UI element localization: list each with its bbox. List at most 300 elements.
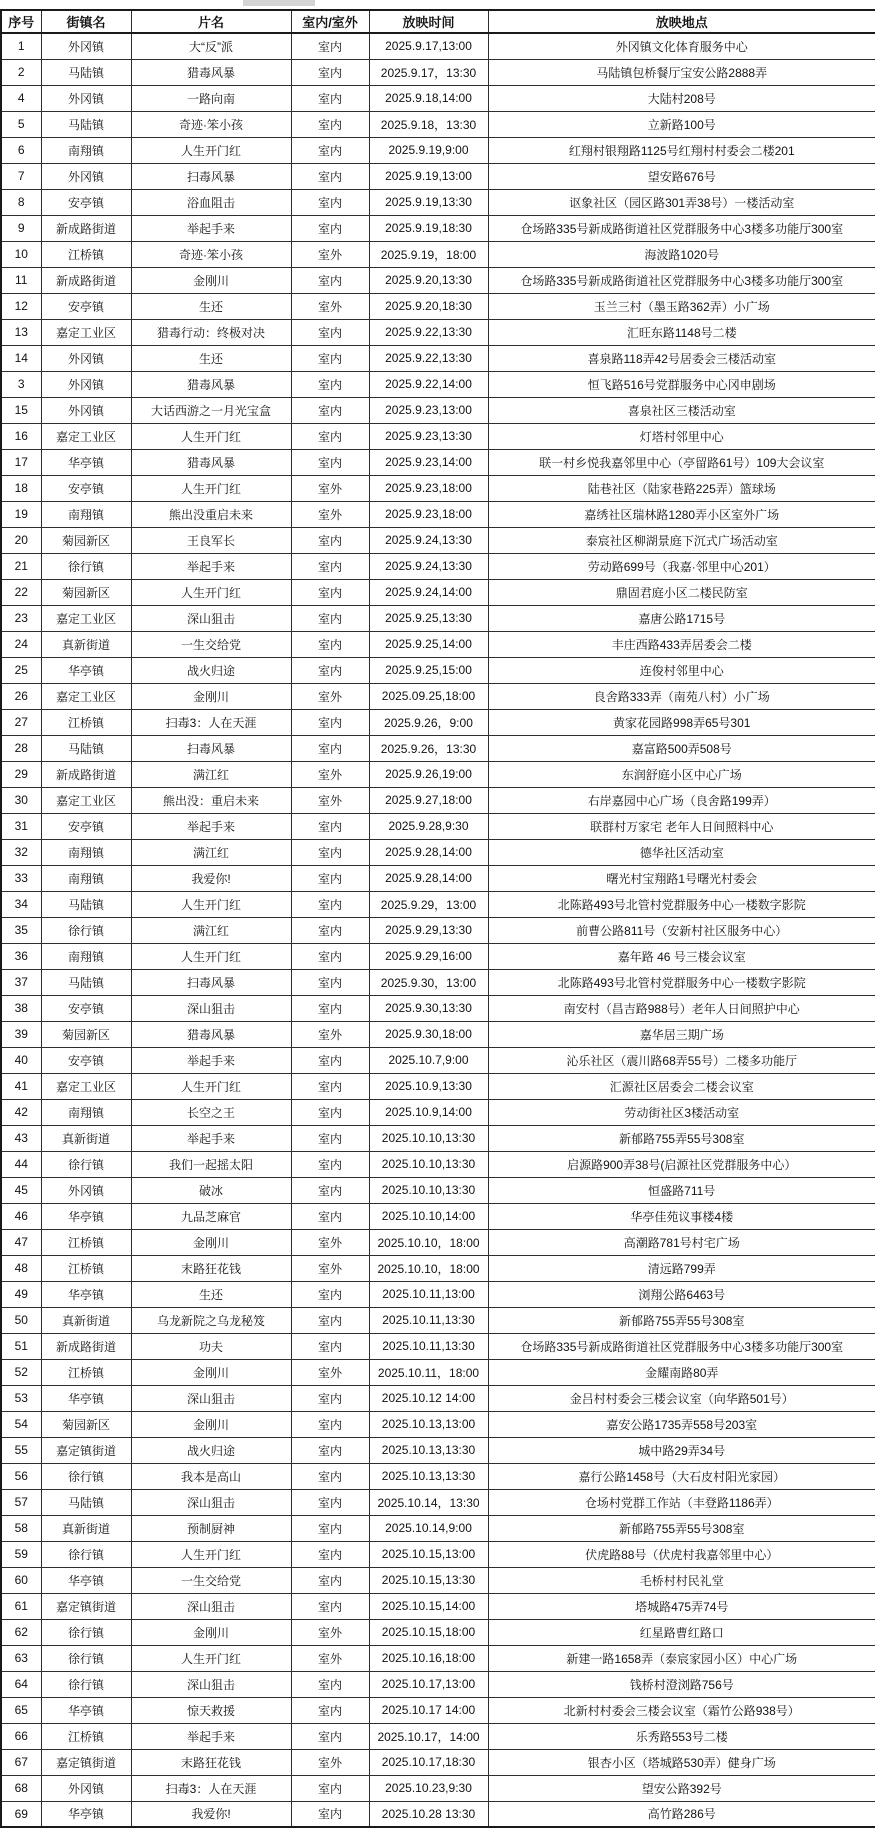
cell-venue-type: 室内 <box>291 891 369 917</box>
cell-venue-type: 室内 <box>291 735 369 761</box>
cell-index: 37 <box>1 969 41 995</box>
cell-time: 2025.9.18，13:30 <box>369 111 488 137</box>
cell-time: 2025.10.11，18:00 <box>369 1359 488 1385</box>
cell-film: 深山狙击 <box>131 995 291 1021</box>
cell-index: 11 <box>1 267 41 293</box>
cell-time: 2025.10.10，18:00 <box>369 1255 488 1281</box>
cell-film: 王良军长 <box>131 527 291 553</box>
table-row <box>1 215 875 241</box>
cell-index: 69 <box>1 1801 41 1827</box>
table-row <box>1 527 875 553</box>
cell-time: 2025.9.18,14:00 <box>369 85 488 111</box>
cell-time: 2025.10.9,13:30 <box>369 1073 488 1099</box>
cell-venue-type: 室内 <box>291 1281 369 1307</box>
cell-time: 2025.9.22,14:00 <box>369 371 488 397</box>
cell-index: 41 <box>1 1073 41 1099</box>
cell-town: 嘉定工业区 <box>41 423 131 449</box>
cell-venue-type: 室内 <box>291 1125 369 1151</box>
cell-film: 人生开门红 <box>131 891 291 917</box>
table-row <box>1 995 875 1021</box>
cell-time: 2025.10.7,9:00 <box>369 1047 488 1073</box>
table-row <box>1 1333 875 1359</box>
cell-time: 2025.09.25,18:00 <box>369 683 488 709</box>
table-row <box>1 709 875 735</box>
cell-location: 喜泉社区三楼活动室 <box>488 397 875 423</box>
cell-film: 深山狙击 <box>131 605 291 631</box>
cell-location: 金吕村村委会三楼会议室（向华路501号） <box>488 1385 875 1411</box>
cell-location: 丰庄西路433弄居委会二楼 <box>488 631 875 657</box>
cell-town: 嘉定工业区 <box>41 1073 131 1099</box>
cell-town: 外冈镇 <box>41 371 131 397</box>
header-location: 放映地点 <box>488 10 875 33</box>
cell-location: 红星路曹红路口 <box>488 1619 875 1645</box>
cell-town: 江桥镇 <box>41 1255 131 1281</box>
cell-time: 2025.9.26，13:30 <box>369 735 488 761</box>
table-row <box>1 1307 875 1333</box>
cell-venue-type: 室内 <box>291 449 369 475</box>
cell-index: 49 <box>1 1281 41 1307</box>
cell-venue-type: 室内 <box>291 1411 369 1437</box>
cell-index: 39 <box>1 1021 41 1047</box>
cell-index: 5 <box>1 111 41 137</box>
cell-location: 汇旺东路1148号二楼 <box>488 319 875 345</box>
cell-film: 人生开门红 <box>131 1073 291 1099</box>
cell-venue-type: 室内 <box>291 371 369 397</box>
header-row <box>1 10 875 33</box>
table-row <box>1 631 875 657</box>
cell-venue-type: 室内 <box>291 969 369 995</box>
cell-venue-type: 室内 <box>291 1385 369 1411</box>
cell-town: 菊园新区 <box>41 1021 131 1047</box>
cell-venue-type: 室内 <box>291 85 369 111</box>
cell-time: 2025.9.23,18:00 <box>369 475 488 501</box>
table-row <box>1 1359 875 1385</box>
cell-index: 33 <box>1 865 41 891</box>
cell-index: 58 <box>1 1515 41 1541</box>
screening-table <box>0 9 875 1828</box>
cell-venue-type: 室内 <box>291 657 369 683</box>
table-row <box>1 1125 875 1151</box>
cell-index: 57 <box>1 1489 41 1515</box>
cell-film: 深山狙击 <box>131 1593 291 1619</box>
cell-venue-type: 室内 <box>291 163 369 189</box>
cell-film: 深山狙击 <box>131 1489 291 1515</box>
cell-film: 预制厨神 <box>131 1515 291 1541</box>
cell-location: 钱桥村澄浏路756号 <box>488 1671 875 1697</box>
cell-town: 徐行镇 <box>41 1671 131 1697</box>
cell-time: 2025.9.30,18:00 <box>369 1021 488 1047</box>
cell-location: 启源路900弄38号(启源社区党群服务中心） <box>488 1151 875 1177</box>
cell-index: 44 <box>1 1151 41 1177</box>
cell-town: 新成路街道 <box>41 267 131 293</box>
cell-venue-type: 室内 <box>291 189 369 215</box>
table-row <box>1 163 875 189</box>
cell-film: 浴血阻击 <box>131 189 291 215</box>
cell-town: 外冈镇 <box>41 33 131 59</box>
cell-time: 2025.9.25,15:00 <box>369 657 488 683</box>
cell-time: 2025.10.15,13:30 <box>369 1567 488 1593</box>
table-row <box>1 1541 875 1567</box>
cell-film: 生还 <box>131 293 291 319</box>
cell-location: 恒盛路711号 <box>488 1177 875 1203</box>
cell-index: 55 <box>1 1437 41 1463</box>
table-row <box>1 1177 875 1203</box>
cell-time: 2025.10.15,13:00 <box>369 1541 488 1567</box>
cell-location: 清远路799弄 <box>488 1255 875 1281</box>
cell-location: 良舍路333弄（南苑八村）小广场 <box>488 683 875 709</box>
cell-time: 2025.9.25,14:00 <box>369 631 488 657</box>
cell-venue-type: 室内 <box>291 1099 369 1125</box>
cell-film: 奇迹·笨小孩 <box>131 111 291 137</box>
cell-location: 北陈路493号北管村党群服务中心一楼数字影院 <box>488 891 875 917</box>
cell-venue-type: 室外 <box>291 683 369 709</box>
table-row <box>1 319 875 345</box>
cell-town: 外冈镇 <box>41 1177 131 1203</box>
cell-index: 36 <box>1 943 41 969</box>
cell-time: 2025.9.26，9:00 <box>369 709 488 735</box>
table-row <box>1 501 875 527</box>
cell-index: 61 <box>1 1593 41 1619</box>
cell-location: 嘉富路500弄508号 <box>488 735 875 761</box>
table-row <box>1 137 875 163</box>
cell-film: 我们一起摇太阳 <box>131 1151 291 1177</box>
cell-venue-type: 室外 <box>291 1359 369 1385</box>
cell-film: 人生开门红 <box>131 475 291 501</box>
cell-location: 大陆村208号 <box>488 85 875 111</box>
cell-town: 安亭镇 <box>41 475 131 501</box>
table-row <box>1 1229 875 1255</box>
cell-time: 2025.10.14,9:00 <box>369 1515 488 1541</box>
cell-venue-type: 室内 <box>291 1801 369 1827</box>
cell-film: 扫毒风暴 <box>131 969 291 995</box>
cell-index: 40 <box>1 1047 41 1073</box>
table-row <box>1 189 875 215</box>
table-row <box>1 1515 875 1541</box>
cell-index: 2 <box>1 59 41 85</box>
cell-index: 62 <box>1 1619 41 1645</box>
cell-time: 2025.10.17，14:00 <box>369 1723 488 1749</box>
cell-town: 徐行镇 <box>41 1645 131 1671</box>
cell-town: 嘉定工业区 <box>41 605 131 631</box>
table-body <box>1 33 875 1827</box>
cell-location: 立新路100号 <box>488 111 875 137</box>
cell-venue-type: 室内 <box>291 137 369 163</box>
cell-town: 安亭镇 <box>41 1047 131 1073</box>
cell-location: 外冈镇文化体育服务中心 <box>488 33 875 59</box>
table-row <box>1 605 875 631</box>
cell-index: 35 <box>1 917 41 943</box>
cell-time: 2025.10.10,13:30 <box>369 1125 488 1151</box>
cell-location: 曙光村宝翔路1号曙光村委会 <box>488 865 875 891</box>
cell-town: 马陆镇 <box>41 1489 131 1515</box>
table-row <box>1 1047 875 1073</box>
cell-town: 马陆镇 <box>41 59 131 85</box>
cell-index: 66 <box>1 1723 41 1749</box>
cell-location: 新郁路755弄55号308室 <box>488 1125 875 1151</box>
cell-index: 26 <box>1 683 41 709</box>
cell-venue-type: 室内 <box>291 1723 369 1749</box>
cell-venue-type: 室内 <box>291 839 369 865</box>
table-row <box>1 345 875 371</box>
cell-town: 外冈镇 <box>41 163 131 189</box>
cell-time: 2025.9.19,9:00 <box>369 137 488 163</box>
cell-time: 2025.9.24,13:30 <box>369 553 488 579</box>
cell-time: 2025.10.10,13:30 <box>369 1151 488 1177</box>
header-town: 街镇名 <box>41 10 131 33</box>
table-row <box>1 1775 875 1801</box>
cell-venue-type: 室内 <box>291 1307 369 1333</box>
cell-film: 人生开门红 <box>131 579 291 605</box>
table-row <box>1 1099 875 1125</box>
cell-index: 18 <box>1 475 41 501</box>
cell-index: 4 <box>1 85 41 111</box>
cell-index: 51 <box>1 1333 41 1359</box>
cell-town: 南翔镇 <box>41 865 131 891</box>
cell-time: 2025.10.10，18:00 <box>369 1229 488 1255</box>
cell-location: 塔城路475弄74号 <box>488 1593 875 1619</box>
cell-film: 惊天救援 <box>131 1697 291 1723</box>
cell-time: 2025.10.11,13:30 <box>369 1333 488 1359</box>
cell-index: 1 <box>1 33 41 59</box>
cell-location: 乐秀路553号二楼 <box>488 1723 875 1749</box>
cell-town: 江桥镇 <box>41 1723 131 1749</box>
table-row <box>1 1255 875 1281</box>
cell-location: 望安公路392号 <box>488 1775 875 1801</box>
cell-film: 金刚川 <box>131 1229 291 1255</box>
cell-time: 2025.9.23,13:30 <box>369 423 488 449</box>
cell-location: 望安路676号 <box>488 163 875 189</box>
cell-town: 江桥镇 <box>41 1359 131 1385</box>
cell-venue-type: 室内 <box>291 1541 369 1567</box>
table-row <box>1 1411 875 1437</box>
cell-film: 功夫 <box>131 1333 291 1359</box>
cell-location: 仓场路335号新成路街道社区党群服务中心3楼多功能厅300室 <box>488 215 875 241</box>
cell-time: 2025.9.19,18:30 <box>369 215 488 241</box>
cell-time: 2025.10.16,18:00 <box>369 1645 488 1671</box>
cell-film: 满江红 <box>131 839 291 865</box>
cell-town: 嘉定镇街道 <box>41 1437 131 1463</box>
cell-location: 连俊村邻里中心 <box>488 657 875 683</box>
cell-film: 深山狙击 <box>131 1671 291 1697</box>
cell-location: 劳动路699号（我嘉·邻里中心201） <box>488 553 875 579</box>
cell-location: 毛桥村村民礼堂 <box>488 1567 875 1593</box>
table-row <box>1 1697 875 1723</box>
cell-venue-type: 室内 <box>291 1697 369 1723</box>
cell-town: 华亭镇 <box>41 1801 131 1827</box>
cell-location: 泰宸社区柳湖景庭下沉式广场活动室 <box>488 527 875 553</box>
cell-time: 2025.9.24,14:00 <box>369 579 488 605</box>
cell-town: 徐行镇 <box>41 1541 131 1567</box>
cell-time: 2025.9.29,16:00 <box>369 943 488 969</box>
cell-film: 战火归途 <box>131 1437 291 1463</box>
cell-index: 24 <box>1 631 41 657</box>
table-row <box>1 683 875 709</box>
cell-location: 嘉华居三期广场 <box>488 1021 875 1047</box>
cell-town: 江桥镇 <box>41 1229 131 1255</box>
cell-town: 新成路街道 <box>41 215 131 241</box>
cell-location: 高竹路286号 <box>488 1801 875 1827</box>
cell-venue-type: 室内 <box>291 1775 369 1801</box>
cell-index: 21 <box>1 553 41 579</box>
cell-venue-type: 室内 <box>291 579 369 605</box>
cell-location: 嘉唐公路1715号 <box>488 605 875 631</box>
cell-index: 28 <box>1 735 41 761</box>
cell-film: 满江红 <box>131 917 291 943</box>
cell-venue-type: 室内 <box>291 423 369 449</box>
cell-index: 45 <box>1 1177 41 1203</box>
cell-index: 16 <box>1 423 41 449</box>
cell-location: 陆巷社区（陆家巷路225弄）篮球场 <box>488 475 875 501</box>
cell-film: 我爱你! <box>131 1801 291 1827</box>
cell-venue-type: 室外 <box>291 501 369 527</box>
cell-index: 46 <box>1 1203 41 1229</box>
cell-time: 2025.9.30，13:00 <box>369 969 488 995</box>
cell-location: 海波路1020号 <box>488 241 875 267</box>
cell-index: 9 <box>1 215 41 241</box>
table-row <box>1 657 875 683</box>
cell-location: 马陆镇包桥餐厅宝安公路2888弄 <box>488 59 875 85</box>
cell-film: 扫毒风暴 <box>131 735 291 761</box>
cell-town: 嘉定工业区 <box>41 319 131 345</box>
header-film: 片名 <box>131 10 291 33</box>
cell-film: 举起手来 <box>131 215 291 241</box>
table-row <box>1 553 875 579</box>
cell-time: 2025.10.13,13:30 <box>369 1463 488 1489</box>
table-row <box>1 475 875 501</box>
cell-index: 12 <box>1 293 41 319</box>
cell-index: 23 <box>1 605 41 631</box>
cell-venue-type: 室内 <box>291 33 369 59</box>
table-row <box>1 1567 875 1593</box>
header-index: 序号 <box>1 10 41 33</box>
cell-venue-type: 室内 <box>291 813 369 839</box>
cell-town: 嘉定镇街道 <box>41 1593 131 1619</box>
cell-location: 嘉年路 46 号三楼会议室 <box>488 943 875 969</box>
cell-film: 一生交给党 <box>131 1567 291 1593</box>
cell-index: 38 <box>1 995 41 1021</box>
cell-location: 城中路29弄34号 <box>488 1437 875 1463</box>
cell-index: 50 <box>1 1307 41 1333</box>
cell-film: 金刚川 <box>131 683 291 709</box>
table-row <box>1 1593 875 1619</box>
table-row <box>1 241 875 267</box>
cell-location: 南安村（昌吉路988号）老年人日间照护中心 <box>488 995 875 1021</box>
cell-location: 联群村万家宅 老年人日间照料中心 <box>488 813 875 839</box>
cell-venue-type: 室内 <box>291 397 369 423</box>
cell-venue-type: 室外 <box>291 1749 369 1775</box>
cell-index: 13 <box>1 319 41 345</box>
cell-venue-type: 室内 <box>291 995 369 1021</box>
cell-location: 东润舒庭小区中心广场 <box>488 761 875 787</box>
cell-film: 金刚川 <box>131 1359 291 1385</box>
cell-venue-type: 室外 <box>291 293 369 319</box>
table-row <box>1 735 875 761</box>
cell-location: 黄家花园路998弄65号301 <box>488 709 875 735</box>
cell-town: 马陆镇 <box>41 735 131 761</box>
cell-film: 金刚川 <box>131 1619 291 1645</box>
cell-town: 安亭镇 <box>41 995 131 1021</box>
table-row <box>1 1619 875 1645</box>
table-row <box>1 839 875 865</box>
cell-film: 金刚川 <box>131 1411 291 1437</box>
table-row <box>1 1671 875 1697</box>
table-row <box>1 1489 875 1515</box>
cell-film: 人生开门红 <box>131 137 291 163</box>
cell-index: 34 <box>1 891 41 917</box>
cell-index: 67 <box>1 1749 41 1775</box>
cell-time: 2025.9.27,18:00 <box>369 787 488 813</box>
cell-venue-type: 室内 <box>291 1151 369 1177</box>
cell-time: 2025.10.13,13:00 <box>369 1411 488 1437</box>
cell-film: 猎毒行动：终极对决 <box>131 319 291 345</box>
cell-location: 金耀南路80弄 <box>488 1359 875 1385</box>
cell-location: 喜泉路118弄42号居委会三楼活动室 <box>488 345 875 371</box>
cell-town: 外冈镇 <box>41 1775 131 1801</box>
cell-film: 乌龙新院之乌龙秘笈 <box>131 1307 291 1333</box>
cell-venue-type: 室内 <box>291 345 369 371</box>
table-row <box>1 59 875 85</box>
table-row <box>1 1801 875 1827</box>
cell-location: 沁乐社区（震川路68弄55号）二楼多功能厅 <box>488 1047 875 1073</box>
cell-location: 嘉行公路1458号（大石皮村阳光家园） <box>488 1463 875 1489</box>
table-row <box>1 1021 875 1047</box>
cell-time: 2025.10.10,13:30 <box>369 1177 488 1203</box>
cell-time: 2025.10.11,13:30 <box>369 1307 488 1333</box>
cell-venue-type: 室外 <box>291 761 369 787</box>
cell-time: 2025.9.17,13:00 <box>369 33 488 59</box>
cell-film: 末路狂花钱 <box>131 1749 291 1775</box>
cell-location: 右岸嘉园中心广场（良舍路199弄） <box>488 787 875 813</box>
cell-time: 2025.9.22,13:30 <box>369 345 488 371</box>
table-row <box>1 1749 875 1775</box>
cell-index: 60 <box>1 1567 41 1593</box>
cell-venue-type: 室内 <box>291 1489 369 1515</box>
cell-town: 嘉定工业区 <box>41 787 131 813</box>
cell-venue-type: 室内 <box>291 1203 369 1229</box>
cell-film: 猎毒风暴 <box>131 449 291 475</box>
cell-location: 红翔村银翔路1125号红翔村村委会二楼201 <box>488 137 875 163</box>
cell-index: 6 <box>1 137 41 163</box>
cell-venue-type: 室内 <box>291 1515 369 1541</box>
cell-location: 灯塔村邻里中心 <box>488 423 875 449</box>
cell-film: 一路向南 <box>131 85 291 111</box>
cell-time: 2025.10.14，13:30 <box>369 1489 488 1515</box>
cell-location: 劳动街社区3楼活动室 <box>488 1099 875 1125</box>
cell-film: 大“反”派 <box>131 33 291 59</box>
cell-index: 19 <box>1 501 41 527</box>
cell-town: 马陆镇 <box>41 891 131 917</box>
cell-town: 南翔镇 <box>41 839 131 865</box>
cell-town: 华亭镇 <box>41 1385 131 1411</box>
cell-film: 猎毒风暴 <box>131 371 291 397</box>
cell-index: 31 <box>1 813 41 839</box>
cell-index: 42 <box>1 1099 41 1125</box>
cell-venue-type: 室外 <box>291 1645 369 1671</box>
cell-town: 新成路街道 <box>41 761 131 787</box>
cell-index: 22 <box>1 579 41 605</box>
cell-film: 生还 <box>131 1281 291 1307</box>
cell-location: 讴象社区（园区路301弄38号）一楼活动室 <box>488 189 875 215</box>
cell-film: 破冰 <box>131 1177 291 1203</box>
cell-index: 53 <box>1 1385 41 1411</box>
table-row <box>1 787 875 813</box>
cell-time: 2025.10.13,13:30 <box>369 1437 488 1463</box>
cell-town: 安亭镇 <box>41 813 131 839</box>
cell-location: 嘉安公路1735弄558号203室 <box>488 1411 875 1437</box>
cell-index: 68 <box>1 1775 41 1801</box>
cell-town: 徐行镇 <box>41 1619 131 1645</box>
cell-town: 南翔镇 <box>41 943 131 969</box>
